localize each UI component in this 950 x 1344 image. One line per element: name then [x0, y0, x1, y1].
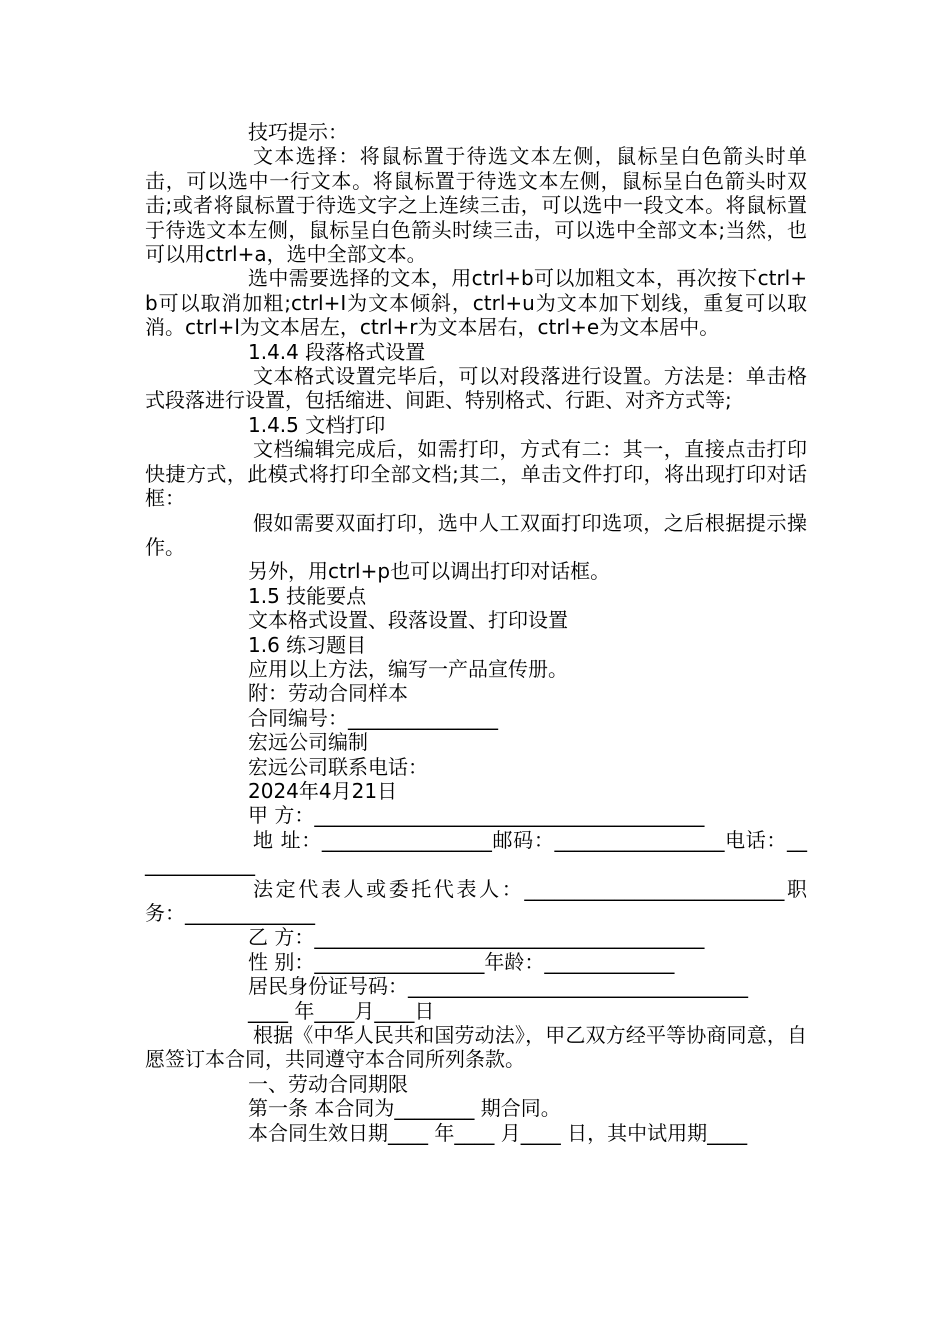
paragraph: 性 别：_________________年龄：_____________ [248, 949, 675, 974]
paragraph: 应用以上方法，编写一产品宣传册。 [248, 656, 568, 681]
paragraph: 1.5 技能要点 [248, 583, 367, 608]
paragraph: 文本格式设置完毕后，可以对段落进行设置。方法是：单击格式段落进行设置，包括缩进、间距、特别格式、行距、对齐方式等; [145, 364, 807, 413]
paragraph: 另外，用ctrl+p也可以调出打印对话框。 [248, 559, 611, 584]
paragraph: 文本格式设置、段落设置、打印设置 [248, 608, 568, 633]
paragraph: 1.4.5 文档打印 [248, 412, 386, 437]
paragraph: 居民身份证号码：__________________________________ [248, 974, 748, 999]
paragraph: 根据《中华人民共和国劳动法》，甲乙双方经平等协商同意，自愿签订本合同，共同遵守本合同所列条款。 [145, 1023, 807, 1072]
paragraph: 第一条 本合同为________ 期合同。 [248, 1096, 561, 1121]
paragraph: 假如需要双面打印，选中人工双面打印选项，之后根据提示操作。 [145, 510, 807, 559]
paragraph: 宏远公司编制 [248, 730, 368, 755]
document-page [145, 120, 807, 1145]
paragraph: 地 址：_________________邮码：_________________电话：_____________ [145, 827, 807, 877]
paragraph: 文本选择：将鼠标置于待选文本左侧，鼠标呈白色箭头时单击，可以选中一行文本。将鼠标置于待选文本左侧，鼠标呈白色箭头时双击;或者将鼠标置于待选文字之上连续三击，可以选中一段文本。将鼠标置于待选文本左侧，鼠标呈白色箭头时续三击，可以选中全部文本;当然，也可以用ctrl+a，选中全部文本。 [145, 144, 807, 267]
paragraph: 选中需要选择的文本，用ctrl+b可以加粗文本，再次按下ctrl+b可以取消加粗;ctrl+I为文本倾斜，ctrl+u为文本加下划线，重复可以取消。ctrl+l为文本居左，ctrl+r为文本居右，ctrl+e为文本居中。 [145, 266, 807, 340]
paragraph: 一、劳动合同期限 [248, 1071, 408, 1096]
paragraph: 甲 方：_______________________________________ [248, 803, 705, 828]
paragraph: ____ 年____月____日 [248, 998, 435, 1023]
paragraph: 附：劳动合同样本 [248, 681, 408, 706]
paragraph: 本合同生效日期____ 年____ 月____ 日，其中试用期____ [248, 1120, 748, 1145]
paragraph: 1.6 练习题目 [248, 632, 367, 657]
paragraph: 法定代表人或委托代表人：__________________________职务：_____________ [145, 876, 807, 925]
paragraph: 宏远公司联系电话： [248, 754, 428, 779]
paragraph: 2024年4月21日 [248, 778, 398, 803]
paragraph: 文档编辑完成后，如需打印，方式有二：其一，直接点击打印快捷方式，此模式将打印全部文档;其二，单击文件打印，将出现打印对话框： [145, 437, 807, 511]
paragraph: 乙 方：_______________________________________ [248, 925, 705, 950]
paragraph: 合同编号：_______________ [248, 705, 498, 730]
paragraph: 1.4.4 段落格式设置 [248, 339, 426, 364]
paragraph: 技巧提示： [248, 120, 348, 144]
